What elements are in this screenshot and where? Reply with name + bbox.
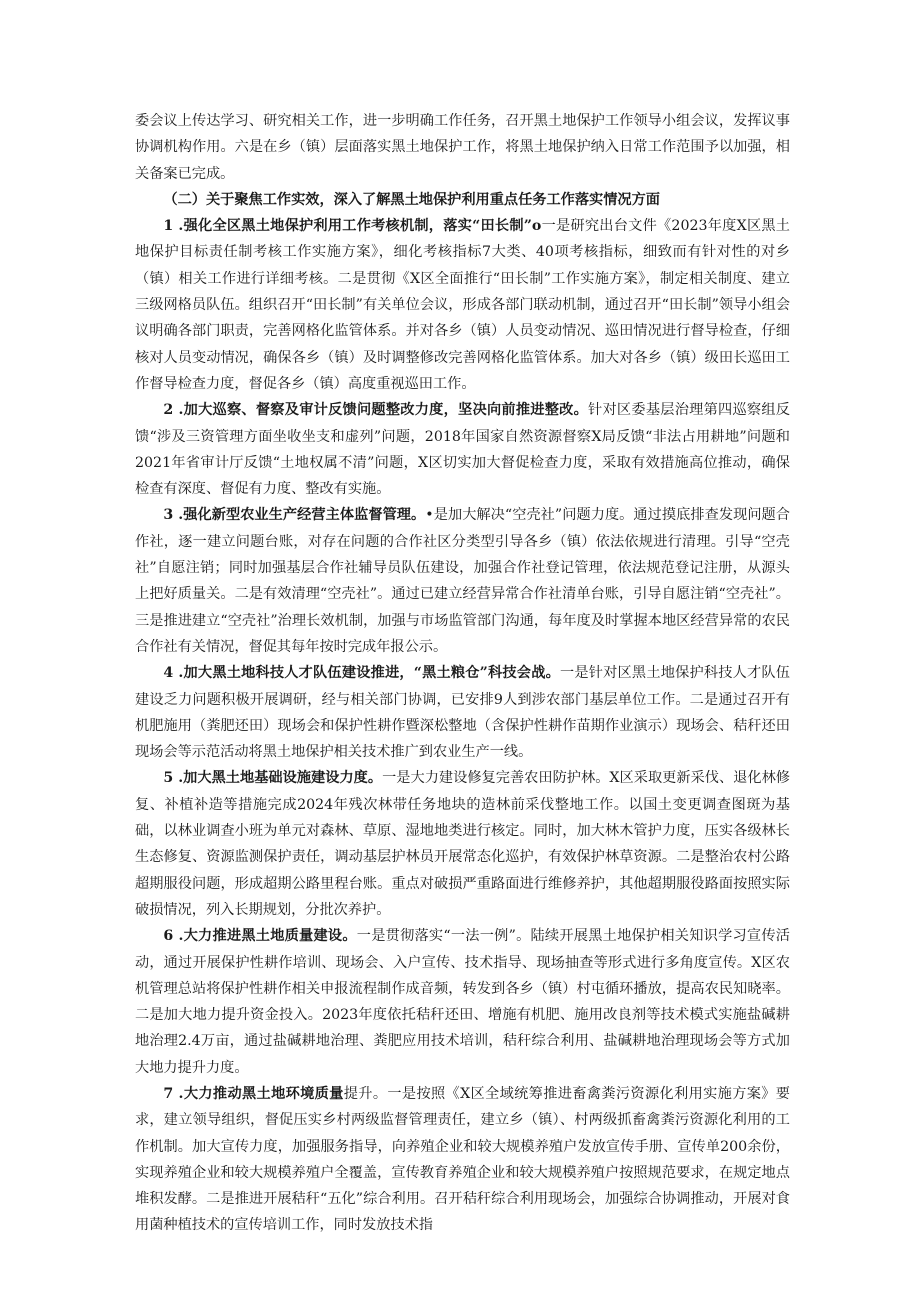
item-body: •是加大解决“空壳社”问题力度。通过摸底排查发现问题合作社，逐一建立问题台账，对存在问题的合作社区分类型引导各乡（镇）依法依规进行清理。引导“空壳社”自愿注销；同时加强基层合作社辅导员队伍建设，加强合作社登记管理，依法规范登记注册，从源头上把好质量关。二是有效清理“空壳社”。通过已建立经营异常合作社清单台账，引导自愿注销“空壳社”。三是推进建立“空壳社”治理长效机制，加强与市场监管部门沟通，每年度及时掌握本地区经营异常的农民合作社有关情况，督促其每年按时完成年报公示。	[135, 507, 790, 655]
item-lead: 5 .加大黑土地基础设施建设力度。	[163, 770, 383, 787]
item-lead: 1 .强化全区黑土地保护利用工作考核机制，落实“田长制”o	[163, 218, 542, 235]
item-body: 一是研究出台文件《2023年度X区黑土地保护目标责任制考核工作实施方案》，细化考核指标7大类、40项考核指标，细致而有针对性的对乡（镇）相关工作进行详细考核。二是贯彻《X区全面推行“田长制”工作实施方案》，制定相关制度、建立三级网格员队伍。组织召开“田长制”有关单位会议，形成各部门联动机制，通过召开“田长制”领导小组会议明确各部门职责，完善网格化监管体系。并对各乡（镇）人员变动情况、巡田情况进行督导检查，仔细核对人员变动情况，确保各乡（镇）及时调整修改完善网格化监管体系。加大对各乡（镇）级田长巡田工作督导检查力度，督促各乡（镇）高度重视巡田工作。	[135, 218, 791, 392]
item-body: 提升。一是按照《X区全域统筹推进畜禽粪污资源化利用实施方案》要求，建立领导组织，督促压实乡村两级监督管理责任，建立乡（镇）、村两级抓畜禽粪污资源化利用的工作机制。加大宣传力度，加强服务指导，向养殖企业和较大规模养殖户发放宣传手册、宣传单200余份，实现养殖企业和较大规模养殖户全覆盖，宣传教育养殖企业和较大规模养殖户按照规范要求，在规定地点堆积发酵。二是推进开展秸秆“五化”综合利用。召开秸秆综合利用现场会，加强综合协调推动，开展对食用菌种植技术的宣传培训工作，同时发放技术指	[135, 1085, 790, 1234]
list-item	[135, 923, 790, 1081]
item-lead: 3 .强化新型农业生产经营主体监督管理。	[163, 507, 426, 524]
item-lead: 6 .大力推进黑土地质量建设。	[163, 928, 357, 945]
section-heading: （二）关于聚焦工作实效，深入了解黑土地保护利用重点任务工作落实情况方面	[163, 191, 660, 208]
document-page	[135, 108, 790, 1239]
item-body: 针对区委基层治理第四巡察组反馈“涉及三资管理方面坐收坐支和虚列”问题，2018年国家自然资源督察X局反馈“非法占用耕地”问题和2021年省审计厅反馈“土地权属不清”问题，X区切实加大督促检查力度，采取有效措施高位推动，确保检查有深度、督促有力度、整改有实施。	[135, 402, 790, 498]
continued-paragraph: 委会议上传达学习、研究相关工作，进一步明确工作任务，召开黑土地保护工作领导小组会议，发挥议事协调机构作用。六是在乡（镇）层面落实黑土地保护工作，将黑土地保护纳入日常工作范围予以加强，相关备案已完成。	[135, 113, 790, 182]
item-body: 一是针对区黑土地保护科技人才队伍建设乏力问题积极开展调研，经与相关部门协调，已安排9人到涉农部门基层单位工作。二是通过召开有机肥施用（粪肥还田）现场会和保护性耕作暨深松整地（含保护性耕作苗期作业演示）现场会、秸秆还田现场会等示范活动将黑土地保护相关技术推广到农业生产一线。	[135, 665, 790, 761]
list-item	[135, 502, 790, 660]
list-item	[135, 213, 790, 397]
item-lead: 2 .加大巡察、督察及审计反馈问题整改力度，坚决向前推进整改。	[163, 402, 589, 419]
list-item	[135, 1081, 790, 1239]
list-item	[135, 660, 790, 765]
list-item	[135, 397, 790, 502]
item-lead: 7 .大力推动黑土地环境质量	[163, 1085, 344, 1102]
list-item	[135, 765, 790, 923]
item-body: 一是大力建设修复完善农田防护林。X区采取更新采伐、退化林修复、补植补造等措施完成2024年残次林带任务地块的造林前采伐整地工作。以国土变更调查图斑为基础，以林业调查小班为单元对森林、草原、湿地地类进行核定。同时，加大林木管护力度，压实各级林长生态修复、资源监测保护责任，调动基层护林员开展常态化巡护，有效保护林草资源。二是整治农村公路超期服役问题，形成超期公路里程台账。重点对破损严重路面进行维修养护，其他超期服役路面按照实际破损情况，列入长期规划，分批次养护。	[135, 770, 790, 918]
item-lead: 4 .加大黑土地科技人才队伍建设推进，“黑土粮仓”科技会战。	[163, 665, 560, 682]
item-body: 一是贯彻落实“一法一例”。陆续开展黑土地保护相关知识学习宣传活动，通过开展保护性耕作培训、现场会、入户宣传、技术指导、现场抽查等形式进行多角度宣传。X区农机管理总站将保护性耕作相关申报流程制作成音频，转发到各乡（镇）村屯循环播放，提高农民知晓率。二是加大地力提升资金投入。2023年度依托秸秆还田、增施有机肥、施用改良剂等技术模式实施盐碱耕地治理2.4万亩，通过盐碱耕地治理、粪肥应用技术培训，秸秆综合利用、盐碱耕地治理现场会等方式加大地力提升力度。	[135, 928, 790, 1076]
